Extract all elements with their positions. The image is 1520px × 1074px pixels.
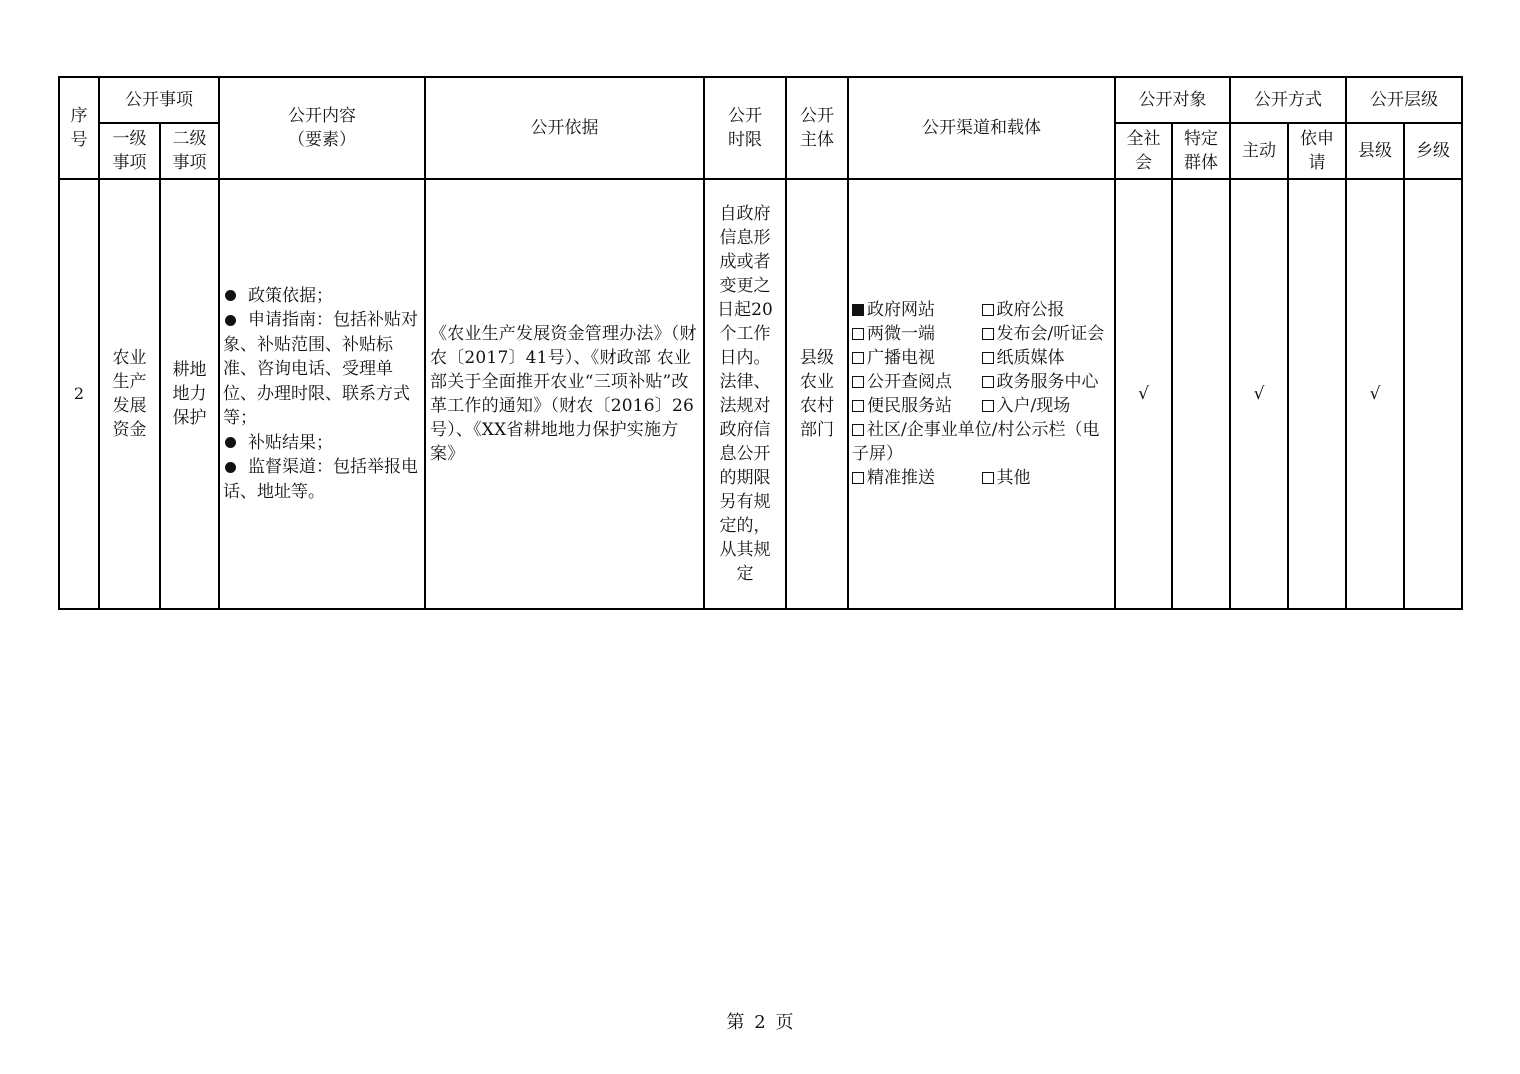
page-number: 2 — [754, 1012, 766, 1033]
row-channels — [848, 179, 1115, 609]
footer-prefix: 第 — [726, 1012, 745, 1033]
row-basis — [425, 179, 704, 609]
channel-list — [849, 298, 1114, 490]
channel-option — [982, 394, 1112, 418]
row-time-limit: 自政府信息形成或者变更之日起20个工作日内。法律、法规对政府信息公开的期限另有规定的，从其规定 — [704, 179, 786, 609]
row-level-county: √ — [1346, 179, 1404, 609]
unchecked-box-icon — [852, 328, 864, 340]
channel-option — [852, 418, 1111, 466]
header-mode-active: 主动 — [1230, 123, 1288, 179]
channel-label: 公开查阅点 — [867, 372, 952, 392]
header-channels: 公开渠道和载体 — [848, 77, 1115, 179]
header-basis: 公开依据 — [425, 77, 704, 179]
unchecked-box-icon — [852, 352, 864, 364]
checked-box-icon — [852, 304, 864, 316]
channel-option — [982, 346, 1112, 370]
channel-option — [982, 370, 1112, 394]
channel-label: 政府网站 — [867, 300, 935, 320]
footer-suffix: 页 — [775, 1012, 794, 1033]
row-seq: 2 — [59, 179, 99, 609]
channel-label: 社区/企事业单位/村公示栏（电子屏） — [852, 420, 1100, 464]
bullet-icon — [225, 315, 236, 326]
header-item-group: 公开事项 — [99, 77, 219, 123]
header-target-all: 全社会 — [1115, 123, 1172, 179]
content-list — [223, 284, 421, 505]
content-item — [223, 284, 421, 309]
content-item — [223, 455, 421, 504]
header-subject: 公开主体 — [786, 77, 848, 179]
page-footer — [0, 1008, 1520, 1034]
unchecked-box-icon — [982, 304, 994, 316]
header-level2: 二级事项 — [160, 123, 219, 179]
channel-label: 入户/现场 — [996, 396, 1071, 416]
row-subject: 县级农业农村部门 — [786, 179, 848, 609]
unchecked-box-icon — [982, 376, 994, 388]
disclosure-table — [58, 76, 1463, 610]
row-level2: 耕地地力保护 — [160, 179, 219, 609]
row-mode-request — [1288, 179, 1346, 609]
channel-label: 其他 — [996, 468, 1031, 488]
bullet-icon — [225, 437, 236, 448]
header-seq: 序号 — [59, 77, 99, 179]
channel-label: 纸质媒体 — [996, 348, 1065, 368]
row-mode-active: √ — [1230, 179, 1288, 609]
row-level-township — [1404, 179, 1462, 609]
row-target-specific — [1172, 179, 1230, 609]
unchecked-box-icon — [982, 352, 994, 364]
channel-label: 政务服务中心 — [996, 372, 1099, 392]
header-level-group: 公开层级 — [1346, 77, 1462, 123]
channel-label: 政府公报 — [996, 300, 1065, 320]
content-item-text: 监督渠道：包括举报电话、地址等。 — [223, 457, 418, 502]
content-item — [223, 308, 421, 431]
header-time-limit: 公开时限 — [704, 77, 786, 179]
content-item-text: 补贴结果； — [248, 432, 333, 453]
table-row — [59, 179, 1462, 609]
channel-option — [852, 394, 982, 418]
content-item-text: 政策依据； — [248, 285, 333, 306]
content-item-text: 申请指南：包括补贴对象、补贴范围、补贴标准、咨询电话、受理单位、办理时限、联系方式等； — [223, 310, 418, 429]
bullet-icon — [225, 462, 236, 473]
content-item — [223, 431, 421, 456]
unchecked-box-icon — [852, 472, 864, 484]
channel-label: 精准推送 — [867, 468, 935, 488]
header-level-township: 乡级 — [1404, 123, 1462, 179]
channel-label: 两微一端 — [867, 324, 935, 344]
header-level1: 一级事项 — [99, 123, 160, 179]
unchecked-box-icon — [982, 328, 994, 340]
unchecked-box-icon — [852, 400, 864, 412]
header-target-group: 公开对象 — [1115, 77, 1230, 123]
row-content — [219, 179, 425, 609]
unchecked-box-icon — [982, 400, 994, 412]
unchecked-box-icon — [852, 424, 864, 436]
channel-option — [852, 298, 982, 322]
channel-label: 发布会/听证会 — [996, 324, 1105, 344]
channel-option — [852, 346, 982, 370]
header-target-specific: 特定群体 — [1172, 123, 1230, 179]
bullet-icon — [225, 290, 236, 301]
channel-option — [852, 322, 982, 346]
channel-option — [982, 466, 1112, 490]
row-level1: 农业生产发展资金 — [99, 179, 160, 609]
channel-option — [982, 322, 1112, 346]
header-level-county: 县级 — [1346, 123, 1404, 179]
row-target-all: √ — [1115, 179, 1172, 609]
channel-label: 广播电视 — [867, 348, 935, 368]
channel-label: 便民服务站 — [867, 396, 952, 416]
unchecked-box-icon — [852, 376, 864, 388]
header-content: 公开内容（要素） — [219, 77, 425, 179]
header-mode-request: 依申请 — [1288, 123, 1346, 179]
basis-text: 《农业生产发展资金管理办法》（财农〔2017〕41号）、《财政部 农业部关于全面推开农业“三项补贴”改革工作的通知》（财农〔2016〕26号）、《XX省耕地地力保护实施方案》 — [430, 324, 697, 464]
header-mode-group: 公开方式 — [1230, 77, 1346, 123]
channel-option — [852, 466, 982, 490]
channel-option — [982, 298, 1112, 322]
channel-option — [852, 370, 982, 394]
unchecked-box-icon — [982, 472, 994, 484]
